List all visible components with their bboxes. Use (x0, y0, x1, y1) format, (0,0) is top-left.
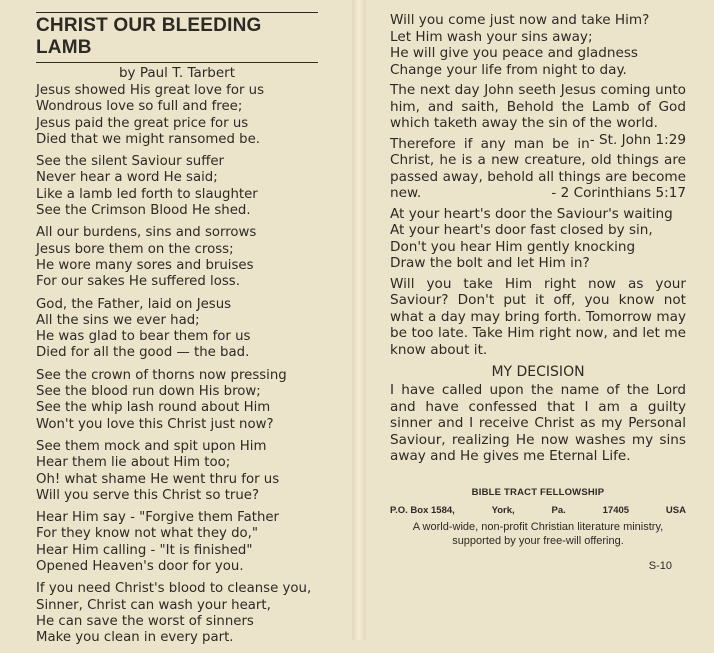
poem-line: Change your life from night to day. (390, 61, 627, 78)
poem-line: Opened Heaven's door for you. (36, 559, 244, 575)
poem-line: Will you serve this Christ so true? (36, 487, 260, 503)
poem-line: Wondrous love so full and free; (36, 99, 243, 115)
stanza-6 (36, 439, 318, 504)
scripture-john (390, 82, 686, 148)
stanza-7 (36, 510, 318, 575)
scripture-reference: - 2 Corinthians 5:17 (551, 185, 686, 201)
poem-line: God, the Father, laid on Jesus (36, 296, 232, 312)
poem-line: All the sins we ever had; (36, 312, 200, 328)
poem-line: Oh! what shame He went thru for us (36, 471, 280, 487)
decision-heading: MY DECISION (491, 364, 585, 380)
author: by Paul T. Tarbert (118, 65, 236, 81)
poem-line: See the Crimson Blood He shed. (36, 203, 251, 219)
poem-line: Like a lamb led forth to slaughter (36, 186, 258, 202)
poem-line: Won't you love this Christ just now? (36, 416, 274, 432)
poem-line: Died for all the good — the bad. (36, 345, 250, 361)
left-column (36, 12, 318, 653)
appeal-paragraph: Will you take Him right now as your Saviour? Don't put it off, you know not what a day may bring forth. Tomorrow may be too late. Take Him right now, and let me know about it. (390, 275, 686, 358)
poem-line: See the silent Saviour suffer (36, 154, 225, 170)
stanza-3 (36, 225, 318, 290)
page-fold (352, 0, 366, 640)
poem-line: He wore many sores and bruises (36, 257, 254, 273)
scripture-text: The next day John seeth Jesus coming unto him, and saith, Behold the Lamb of God which taketh away the sin of the world. (390, 82, 686, 131)
poem-line: Sinner, Christ can wash your heart, (36, 597, 271, 613)
poem-line: Don't you hear Him gently knocking (390, 238, 636, 255)
poem-line: Let Him wash your sins away; (390, 28, 593, 45)
stanza-8 (36, 581, 318, 646)
po-box: P.O. Box 1584, (390, 504, 455, 516)
poem-line: Draw the bolt and let Him in? (390, 255, 590, 271)
poem-line: See the whip lash round about Him (36, 400, 271, 416)
poem-line: See them mock and spit upon Him (36, 438, 267, 454)
poem-line: Hear Him calling - "It is finished" (36, 542, 253, 558)
tract-code: S-10 (648, 559, 672, 572)
zip: 17405 (602, 504, 630, 516)
stanza-2 (36, 154, 318, 219)
poem-line: Died that we might ransomed be. (36, 131, 261, 147)
poem-line: He will give you peace and gladness (390, 45, 638, 61)
poem-line: At your heart's door the Saviour's waiting (390, 205, 673, 222)
poem-line: For they know not what they do," (36, 526, 259, 542)
poem-line: Make you clean in every part. (36, 630, 234, 646)
title-rule-top (36, 12, 318, 13)
publisher-address (390, 505, 686, 516)
publisher-name: BIBLE TRACT FELLOWSHIP (471, 486, 605, 498)
poem-line: Jesus showed His great love for us (36, 83, 265, 98)
poem-line: Jesus paid the great price for us (36, 115, 249, 131)
title-rule-bottom (36, 62, 318, 63)
poem-line: See the blood run down His brow; (36, 384, 261, 400)
poem-line: Never hear a word He said; (36, 170, 218, 186)
poem-line: If you need Christ's blood to cleanse you, (36, 581, 312, 597)
invitation-stanza (390, 206, 686, 272)
stanza-4 (36, 297, 318, 362)
poem-line: Will you come just now and take Him? (390, 12, 650, 28)
poem-line: He can save the worst of sinners (36, 613, 254, 629)
mission-statement: A world-wide, non-profit Christian literature ministry, supported by your free-will offering. (412, 520, 664, 547)
closing-stanza (390, 12, 686, 78)
poem-line: All our burdens, sins and sorrows (36, 225, 257, 241)
scripture-text: Therefore if any man be in Christ, he is a new creature, old things are passed away, behold all things are become new. (390, 135, 686, 201)
decision-text: I have called upon the name of the Lord and have confessed that I am a guilty sinner and I receive Christ as my Personal Saviour, realizing He now washes my sins away and He gives me Eternal Life. (390, 382, 686, 465)
stanza-1 (36, 83, 318, 148)
country: USA (665, 504, 686, 516)
poem-line: See the crown of thorns now pressing (36, 367, 287, 383)
stanza-5 (36, 368, 318, 433)
city: York, (491, 504, 515, 516)
tract-title: CHRIST OUR BLEEDING LAMB (36, 15, 262, 58)
right-column (390, 12, 686, 572)
poem-line: Hear Him say - "Forgive them Father (36, 510, 280, 526)
poem-line: Jesus bore them on the cross; (36, 241, 234, 257)
poem-line: He was glad to bear them for us (36, 329, 251, 345)
state: Pa. (551, 504, 566, 516)
scripture-reference: - St. John 1:29 (589, 131, 686, 148)
poem-line: Hear them lie about Him too; (36, 455, 231, 471)
poem-line: For our sakes He suffered loss. (36, 274, 240, 290)
poem-line: At your heart's door fast closed by sin, (390, 222, 653, 238)
